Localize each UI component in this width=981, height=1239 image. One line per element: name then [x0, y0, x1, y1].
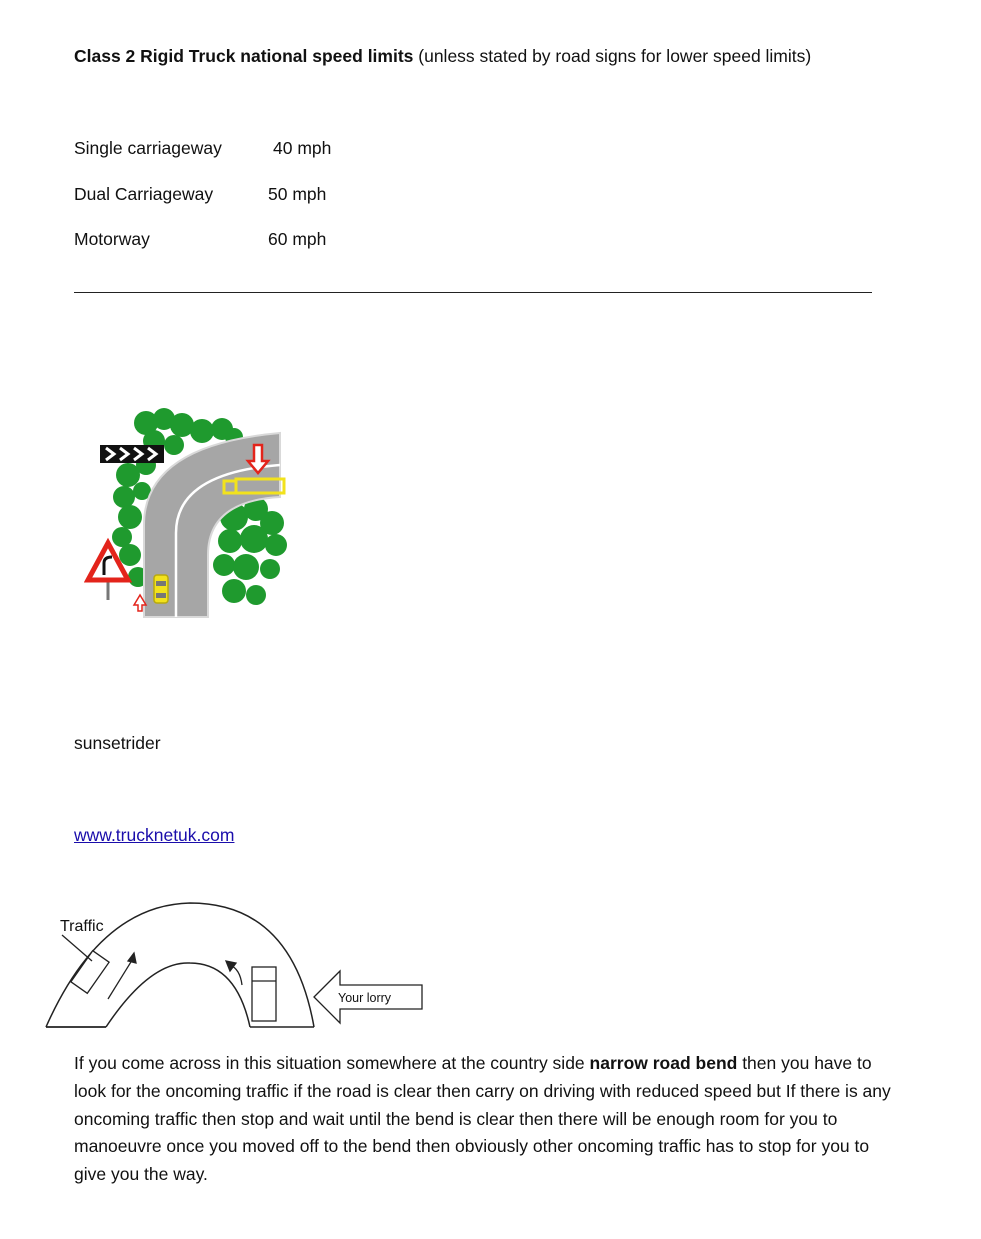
- inner-road-edge: [106, 963, 250, 1027]
- chevron-sign-icon: [100, 445, 164, 463]
- lorry-label: Your lorry: [338, 991, 392, 1005]
- explanation-paragraph: [74, 1050, 894, 1189]
- car-icon: [154, 575, 168, 603]
- speed-row-road-3: Motorway: [74, 229, 150, 249]
- speed-row-limit-1: 40 mph: [273, 138, 332, 158]
- traffic-pointer: [62, 935, 92, 961]
- direction-arrows-icon: [108, 953, 242, 999]
- heading-rest: (unless stated by road signs for lower speed limits): [413, 46, 812, 66]
- paragraph-part-2: then you have to look for the oncoming traffic if the road is clear then carry on driving with reduced speed but If there is any oncoming traffic then stop and wait until the bend is clear then there will be enough room for you to manoeuvre once you moved off to the bend then obviously other oncoming traffic has to stop for you to give you the way.: [74, 1053, 891, 1185]
- speed-row-road-2: Dual Carriageway: [74, 184, 214, 204]
- website-link[interactable]: www.trucknetuk.com: [74, 825, 235, 845]
- heading-bold: Class 2 Rigid Truck national speed limits: [74, 46, 414, 66]
- your-lorry-icon: [252, 967, 276, 1021]
- speed-row-limit-3: 60 mph: [268, 229, 327, 249]
- author-name: sunsetrider: [74, 733, 161, 753]
- road-bend-illustration: [84, 405, 294, 625]
- speed-row-limit-2: 50 mph: [268, 184, 327, 204]
- bend-diagram: [40, 895, 440, 1035]
- page-heading: [74, 46, 811, 67]
- paragraph-part-1: If you come across in this situation somewhere at the country side: [74, 1053, 590, 1073]
- paragraph-bold: narrow road bend: [589, 1053, 738, 1073]
- section-divider: [74, 292, 872, 293]
- speed-row-road-1: Single carriageway: [74, 138, 222, 158]
- traffic-label: Traffic: [60, 918, 104, 935]
